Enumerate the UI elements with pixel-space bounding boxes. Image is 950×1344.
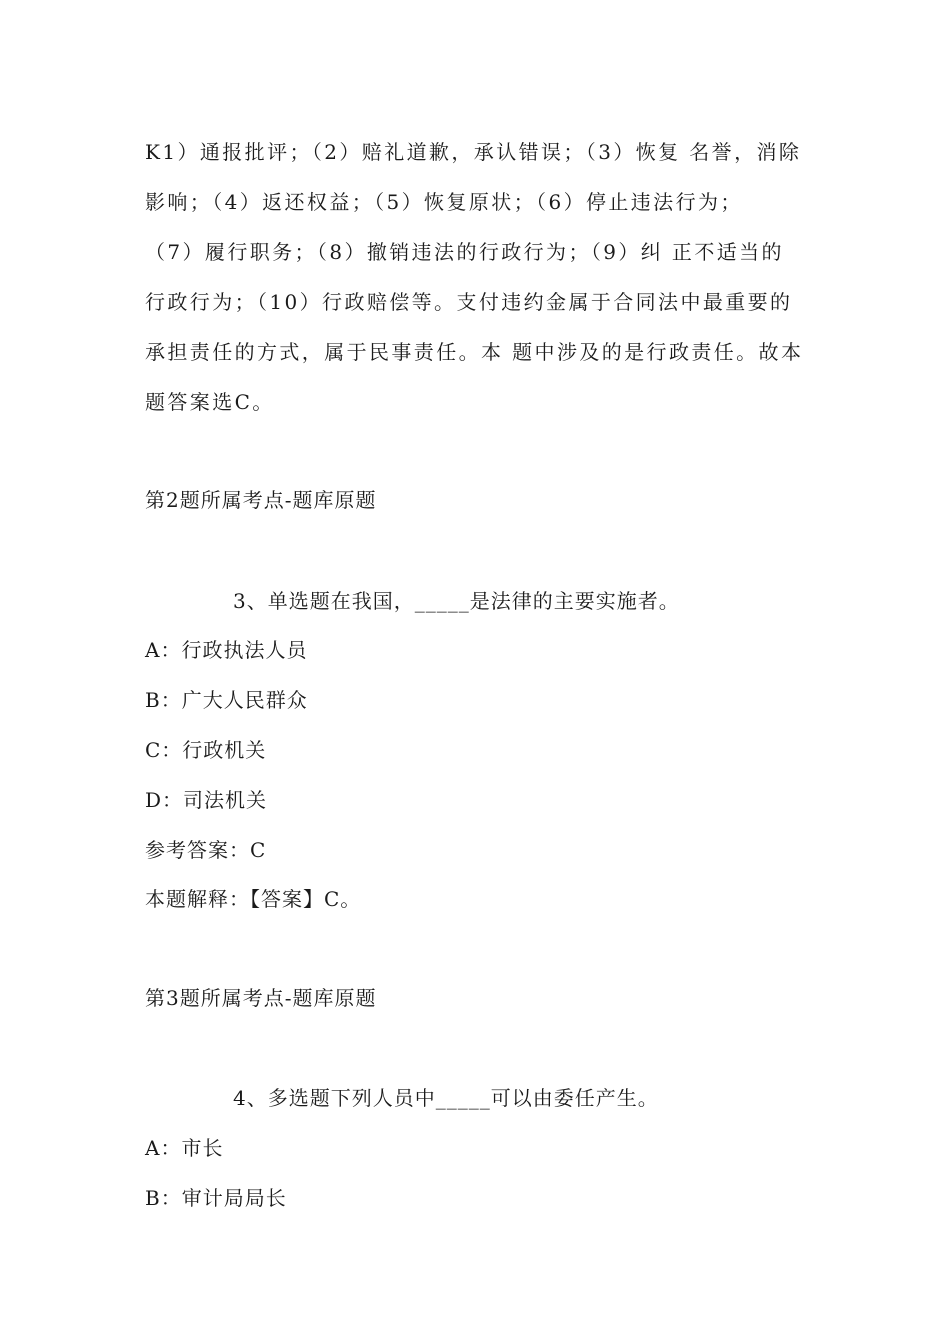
question-stem: 4、多选题下列人员中_____可以由委任产生。 <box>233 1086 659 1110</box>
q3-source-label: 第3题所属考点-题库原题 <box>145 986 377 1010</box>
option-c: C：行政机关 <box>145 738 267 762</box>
explanation-line: 承担责任的方式，属于民事责任。本 题中涉及的是行政责任。故本 <box>145 340 804 364</box>
option-b: B：广大人民群众 <box>145 688 308 712</box>
explanation-line: K1）通报批评；（2）赔礼道歉，承认错误；（3）恢复 名誉，消除 <box>145 140 802 164</box>
answer-explanation: 本题解释：【答案】C。 <box>145 887 362 911</box>
option-b: B：审计局局长 <box>145 1186 287 1210</box>
option-a: A：行政执法人员 <box>145 638 308 662</box>
question-stem: 3、单选题在我国，_____是法律的主要实施者。 <box>233 589 680 613</box>
reference-answer: 参考答案：C <box>145 838 267 862</box>
explanation-line: 题答案选C。 <box>145 390 275 414</box>
option-d: D：司法机关 <box>145 788 268 812</box>
q2-source-label: 第2题所属考点-题库原题 <box>145 488 377 512</box>
option-a: A：市长 <box>145 1136 224 1160</box>
explanation-line: （7）履行职务；（8）撤销违法的行政行为；（9）纠 正不适当的 <box>145 240 784 264</box>
explanation-line: 行政行为；（10）行政赔偿等。支付违约金属于合同法中最重要的 <box>145 290 793 314</box>
explanation-line: 影响；（4）返还权益；（5）恢复原状；（6）停止违法行为； <box>145 190 743 214</box>
